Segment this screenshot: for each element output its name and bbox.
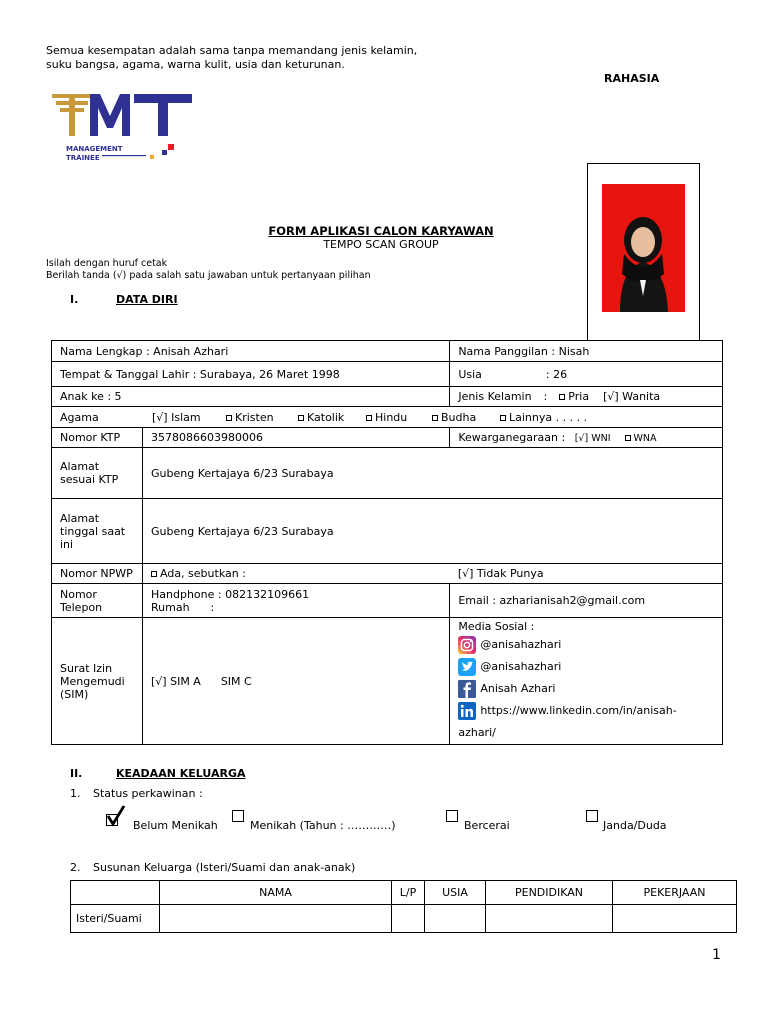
citizenship-cell: [450, 428, 723, 448]
npwp-ada: Ada, sebutkan :: [160, 567, 246, 580]
religion-label: Agama: [60, 410, 99, 424]
table-row: [52, 448, 723, 499]
citizenship-wna: WNA: [633, 433, 657, 444]
occupation-cell[interactable]: [613, 905, 737, 933]
handphone: Handphone : 082132109661: [151, 587, 310, 601]
email: Email : azharianisah2@gmail.com: [450, 584, 723, 618]
gender-wanita: [√] Wanita: [603, 390, 661, 403]
checkmark-icon: [106, 805, 126, 827]
instagram-handle: @anisahazhari: [480, 638, 562, 651]
gender-label: Jenis Kelamin: [458, 390, 532, 403]
gender-pria: Pria: [568, 390, 590, 403]
citizenship-label: Kewarganegaraan :: [458, 431, 566, 444]
twitter-handle: @anisahazhari: [480, 660, 562, 673]
sim-label: Surat Izin Mengemudi (SIM): [52, 618, 143, 745]
gender-cell: [450, 387, 723, 407]
child-order-cell: Anak ke : 5: [52, 387, 450, 407]
checkbox-lainnya[interactable]: [500, 415, 506, 421]
relation-cell: Isteri/Suami: [71, 905, 160, 933]
q1-label: Status perkawinan :: [93, 787, 203, 800]
address-current-label: Alamat tinggal saat ini: [52, 499, 143, 564]
ktp-value: 3578086603980006: [143, 428, 450, 448]
checkbox-hindu[interactable]: [366, 415, 372, 421]
npwp-ada-cell: [143, 564, 450, 584]
personal-data-table: [51, 340, 723, 745]
disclaimer: [46, 44, 417, 72]
logo-line2: TRAINEE: [66, 154, 100, 162]
header-cell: [71, 881, 160, 905]
facebook-name: Anisah Azhari: [480, 682, 556, 695]
address-ktp-value: Gubeng Kertajaya 6/23 Surabaya: [143, 448, 723, 499]
logo-line1: MANAGEMENT: [66, 145, 123, 153]
status-belum-menikah: Belum Menikah: [133, 819, 218, 832]
instruction-2: Berilah tanda (√) pada salah satu jawaban untuk pertanyaan pilihan: [46, 270, 371, 281]
religion-hindu: Hindu: [375, 410, 408, 424]
ktp-label: Nomor KTP: [52, 428, 143, 448]
checkbox-janda-duda[interactable]: [586, 807, 598, 826]
status-bercerai: Bercerai: [464, 819, 510, 832]
checkbox-kristen[interactable]: [226, 415, 232, 421]
address-current-value: Gubeng Kertajaya 6/23 Surabaya: [143, 499, 723, 564]
family-table: [70, 880, 737, 933]
checkbox-npwp-ada[interactable]: [151, 571, 157, 577]
checkbox-box: [586, 810, 598, 822]
checkbox-bercerai[interactable]: [446, 807, 458, 826]
name-cell[interactable]: [160, 905, 392, 933]
phone-cell: [143, 584, 450, 618]
facebook-icon: [458, 680, 476, 698]
checkbox-box: [232, 810, 244, 822]
social-media-label: Media Sosial :: [458, 620, 535, 633]
header-cell: PENDIDIKAN: [486, 881, 613, 905]
section-2-title-text: KEADAAN KELUARGA: [116, 767, 246, 780]
table-row: [52, 618, 723, 745]
section-1-number: I.: [70, 293, 79, 306]
q1-number: 1.: [70, 787, 81, 800]
age-cell[interactable]: [425, 905, 486, 933]
form-title: FORM APLIKASI CALON KARYAWAN: [268, 224, 494, 238]
religion-budha: Budha: [441, 410, 477, 424]
table-row: [52, 428, 723, 448]
checkbox-belum-menikah[interactable]: [106, 811, 118, 830]
instructions: [46, 258, 371, 282]
table-row: [52, 362, 723, 387]
age-value: : 26: [545, 367, 568, 381]
sim-c: SIM C: [220, 674, 252, 688]
table-row: [52, 387, 723, 407]
religion-lainnya: Lainnya . . . . .: [509, 410, 588, 424]
table-row: [52, 564, 723, 584]
section-2-title: [116, 767, 246, 780]
disclaimer-line-2: suku bangsa, agama, warna kulit, usia dan keturunan.: [46, 58, 345, 71]
table-row: [52, 584, 723, 618]
page-number: 1: [712, 947, 721, 963]
linkedin-icon: [458, 702, 476, 720]
photo-frame: [587, 163, 700, 341]
section-2-number: II.: [70, 767, 83, 780]
header-cell: NAMA: [160, 881, 392, 905]
mt-logo-mark: [50, 90, 195, 165]
linkedin-url[interactable]: https://www.linkedin.com/in/anisah-azhari/: [458, 704, 677, 739]
checkbox-wna[interactable]: [625, 435, 631, 441]
status-menikah: Menikah (Tahun : …………): [250, 819, 396, 832]
instagram-icon: [458, 636, 476, 654]
instruction-1: Isilah dengan huruf cetak: [46, 258, 168, 269]
table-row: [52, 341, 723, 362]
linkedin-row: [458, 700, 714, 744]
table-row: [52, 499, 723, 564]
status-janda-duda: Janda/Duda: [603, 819, 667, 832]
checkbox-menikah[interactable]: [232, 807, 244, 826]
twitter-row: [458, 656, 714, 678]
checkbox-katolik[interactable]: [298, 415, 304, 421]
education-cell[interactable]: [486, 905, 613, 933]
section-1-title: [116, 293, 178, 306]
table-row: [52, 407, 723, 428]
citizenship-wni: [√] WNI: [574, 433, 611, 444]
table-header-row: [71, 881, 737, 905]
gender-colon: :: [543, 390, 548, 403]
phone-label: Nomor Telepon: [52, 584, 143, 618]
religion-cell: [52, 407, 723, 428]
home-phone: Rumah :: [151, 600, 215, 614]
sim-a: [√] SIM A: [151, 674, 201, 688]
religion-kristen: Kristen: [235, 410, 274, 424]
religion-islam: [√] Islam: [152, 410, 201, 424]
header-cell: USIA: [425, 881, 486, 905]
header-cell: PEKERJAAN: [613, 881, 737, 905]
q2-label: Susunan Keluarga (Isteri/Suami dan anak-anak): [93, 861, 356, 874]
twitter-icon: [458, 658, 476, 676]
religion-katolik: Katolik: [307, 410, 345, 424]
form-subtitle: TEMPO SCAN GROUP: [323, 238, 439, 251]
nickname-cell: Nama Panggilan : Nisah: [450, 341, 723, 362]
mt-logo: [50, 90, 195, 165]
confidential-label: RAHASIA: [604, 72, 660, 85]
gender-cell[interactable]: [392, 905, 425, 933]
full-name-cell: Nama Lengkap : Anisah Azhari: [52, 341, 450, 362]
table-row: [71, 905, 737, 933]
checkbox-box: [446, 810, 458, 822]
npwp-label: Nomor NPWP: [52, 564, 143, 584]
birth-cell: Tempat & Tanggal Lahir : Surabaya, 26 Maret 1998: [52, 362, 450, 387]
instagram-row: [458, 634, 714, 656]
age-label: Usia: [458, 367, 482, 381]
disclaimer-line-1: Semua kesempatan adalah sama tanpa memandang jenis kelamin,: [46, 44, 418, 57]
sim-cell: [143, 618, 450, 745]
address-ktp-label: Alamat sesuai KTP: [52, 448, 143, 499]
q2-number: 2.: [70, 861, 81, 874]
age-cell: [450, 362, 723, 387]
checkbox-budha[interactable]: [432, 415, 438, 421]
social-media-cell: [450, 618, 723, 745]
npwp-tidak: [√] Tidak Punya: [450, 564, 723, 584]
checkbox-pria[interactable]: [559, 394, 565, 400]
facebook-row: [458, 678, 714, 700]
header-cell: L/P: [392, 881, 425, 905]
section-1-title-text: DATA DIRI: [116, 293, 178, 306]
